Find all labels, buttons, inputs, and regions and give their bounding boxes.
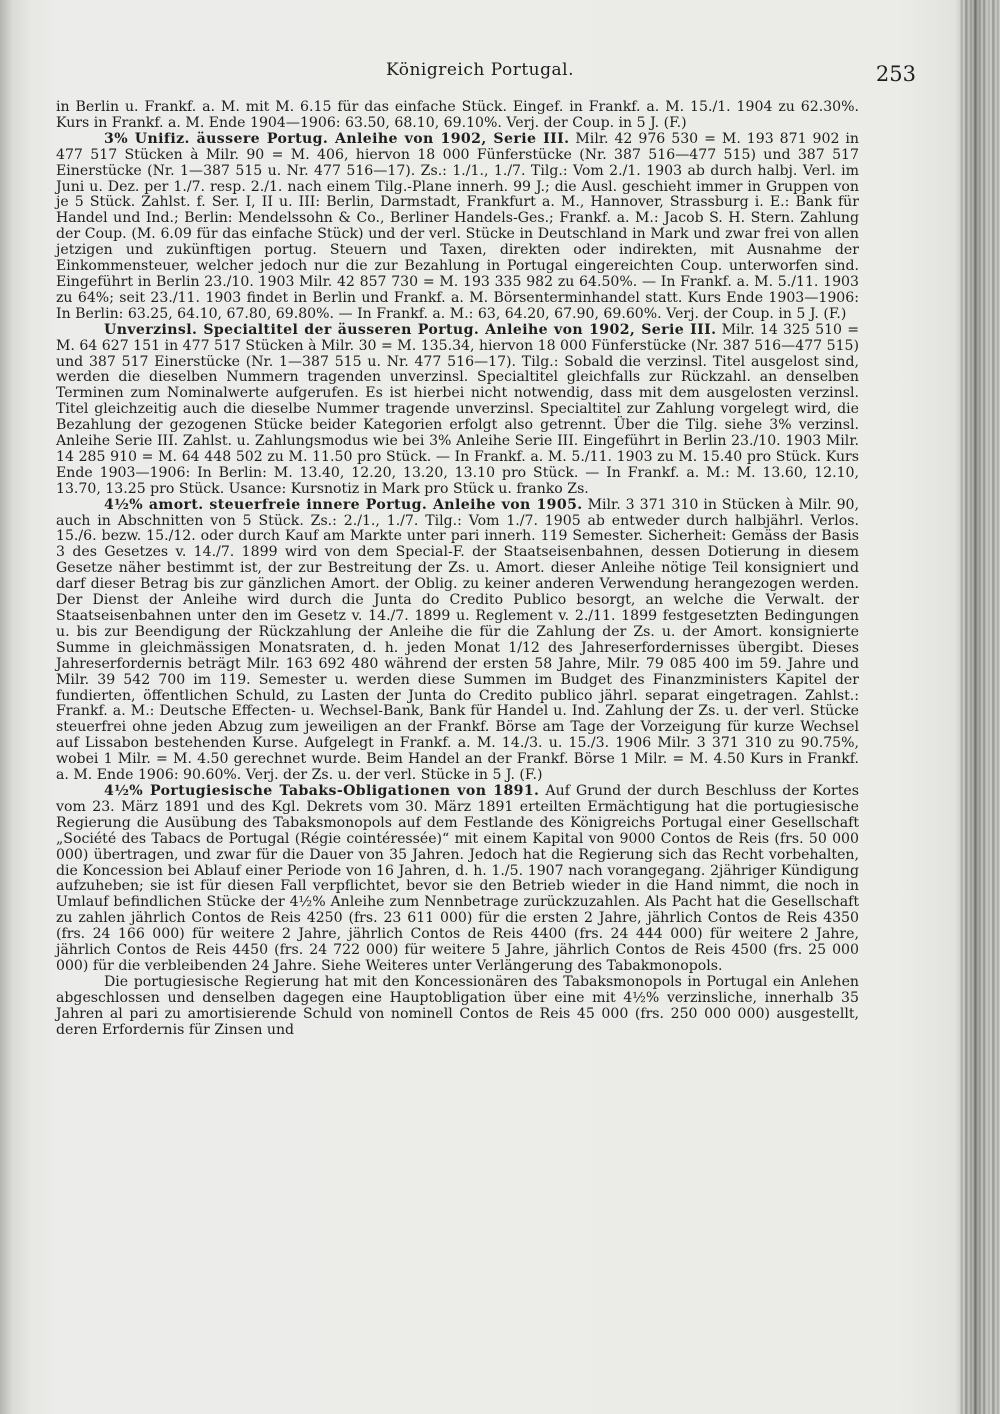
paragraph-tabaks-obligationen-1891 <box>56 784 859 975</box>
paragraph-hauptobligation <box>56 975 859 1039</box>
paragraph-heading: 3% Unifiz. äussere Portug. Anleihe von 1902, Serie III. <box>104 130 570 147</box>
book-spine-edge <box>960 0 1000 1414</box>
paragraph-continuation <box>56 100 859 132</box>
paragraph-text: Auf Grund der durch Beschluss der Kortes vom 23. März 1891 und des Kgl. Dekrets vom 30. März 1891 erteilten Ermächtigung hat die portugiesische Regierung die Ausübung des Tabaksmonopols auf dem Festlande des Königreichs Portugal einer Gesellschaft „Société des Tabacs de Portugal (Régie cointéressée)“ mit einem Kapital von 9000 Contos de Reis (frs. 50 000 000) übertragen, und zwar für die Dauer von 35 Jahren. Jedoch hat die Regierung sich das Recht vorbehalten, die Koncession bei Ablauf einer Periode von 16 Jahren, d. h. 1./5. 1907 nach vorangegang. 2jähriger Kündigung aufzuheben; sie ist für diesen Fall verpflichtet, bevor sie den Betrieb wieder in die Hand nimmt, die noch in Umlauf befindlichen Stücke der 4½% Anleihe zum Nennbetrage zurückzuzahlen. Als Pacht hat die Gesellschaft zu zahlen jährlich Contos de Reis 4250 (frs. 23 611 000) für die ersten 2 Jahre, jährlich Contos de Reis 4350 (frs. 24 166 000) für weitere 2 Jahre, jährlich Contos de Reis 4400 (frs. 24 444 000) für weitere 2 Jahre, jährlich Contos de Reis 4450 (frs. 24 722 000) für weitere 5 Jahre, jährlich Contos de Reis 4500 (frs. 25 000 000) für die verbleibenden 24 Jahre. Siehe Weiteres unter Verlängerung des Tabakmonopols. <box>56 782 860 974</box>
paragraph-text: Milr. 14 325 510 = M. 64 627 151 in 477 517 Stücken à Milr. 30 = M. 135.34, hiervon 18 000 Fünferstücke (Nr. 387 516—477 515) und 387 517 Einerstücke (Nr. 1—387 515 u. Nr. 477 516—17). Tilg.: Sobald die verzinsl. Titel ausgelost sind, werden die dieselben Nummern tragenden unverzinsl. Specialtitel gleichfalls zur Rückzahl. an denselben Terminen zum Nominalwerte aufgerufen. Es ist hierbei nicht notwendig, dass mit dem ausgelosten verzinsl. Titel gleichzeitig auch die dieselbe Nummer tragende unverzinsl. Specialtitel zur Zahlung vorgelegt wird, die Bezahlung der gezogenen Stücke beider Kategorien erfolgt also getrennt. Über die Tilg. siehe 3% verzinsl. Anleihe Serie III. Zahlst. u. Zahlungsmodus wie bei 3% Anleihe Serie III. Eingeführt in Berlin 23./10. 1903 Milr. 14 285 910 = M. 64 448 502 zu M. 11.50 pro Stück. — In Frankf. a. M. 5./11. 1903 zu M. 15.40 pro Stück. Kurs Ende 1903—1906: In Berlin: M. 13.40, 12.20, 13.20, 13.10 pro Stück. — In Frankf. a. M.: M. 13.60, 12.10, 13.70, 13.25 pro Stück. Usance: Kursnotiz in Mark pro Stück u. franko Zs. <box>56 321 860 497</box>
paragraph-text: Milr. 3 371 310 in Stücken à Milr. 90, auch in Abschnitten von 5 Stück. Zs.: 2./1., 1./7. Tilg.: Vom 1./7. 1905 ab entweder durch halbjährl. Verlos. 15./6. bezw. 15./12. oder durch Kauf am Markte unter pari innerh. 119 Semester. Sicherheit: Gemäss der Basis 3 des Gesetzes v. 14./7. 1899 wird von dem Special-F. der Staatseisenbahnen, dessen Dotierung in diesem Gesetze näher bestimmt ist, der zur Bestreitung der Zs. u. Amort. dieser Anleihe nötige Teil konsigniert und darf dieser Betrag bis zur gänzlichen Amort. der Oblig. zu keiner anderen Verwendung herangezogen werden. Der Dienst der Anleihe wird durch die Junta do Credito Publico besorgt, an welche die Verwalt. der Staatseisenbahnen unter den im Gesetz v. 14./7. 1899 u. Reglement v. 2./11. 1899 festgesetzten Bedingungen u. bis zur Beendigung der Rückzahlung der Anleihe die für die Zahlung der Zs. u. der Amort. konsignierte Summe in gleichmässigen Monatsraten, d. h. jeden Monat 1/12 des Jahreserfordernisses übergibt. Dieses Jahreserfordernis beträgt Milr. 163 692 480 während der ersten 58 Jahre, Milr. 79 085 400 im 59. Jahre und Milr. 39 542 700 im 119. Semester u. werden diese Summen im Budget des Finanzministers Kapitel der fundierten, öffentlichen Schuld, zu Lasten der Junta do Credito publico jährl. separat eingetragen. Zahlst.: Frankf. a. M.: Deutsche Effecten- u. Wechsel-Bank, Bank für Handel u. Ind. Zahlung der Zs. u. der verl. Stücke steuerfrei ohne jeden Abzug zum jeweiligen an der Frankf. Börse am Tage der Vorzeigung für kurze Wechsel auf Lissabon bestehenden Kurse. Aufgelegt in Frankf. a. M. 14./3. u. 15./3. 1906 Milr. 3 371 310 zu 90.75%, wobei 1 Milr. = M. 4.50 gerechnet wurde. Beim Handel an der Frankf. Börse 1 Milr. = M. 4.50 Kurs in Frankf. a. M. Ende 1906: 90.60%. Verj. der Zs. u. der verl. Stücke in 5 J. (F.) <box>56 496 859 784</box>
paragraph-heading: Unverzinsl. Specialtitel der äusseren Portug. Anleihe von 1902, Serie III. <box>104 321 717 338</box>
paragraph-unifiz-anleihe-1902 <box>56 132 859 323</box>
page-number: 253 <box>875 62 916 86</box>
paragraph-text: Milr. 42 976 530 = M. 193 871 902 in 477 517 Stücken à Milr. 90 = M. 406, hiervon 18 000 Fünferstücke (Nr. 387 516—477 515) und 387 517 Einerstücke (Nr. 1—387 515 u. Nr. 477 516—17). Zs.: 1./1., 1./7. Tilg.: Vom 2./1. 1903 ab durch halbj. Verl. im Juni u. Dez. per 1./7. resp. 2./1. nach einem Tilg.-Plane innerh. 99 J.; die Ausl. geschieht immer in Gruppen von je 5 Stück. Zahlst. f. Ser. I, II u. III: Berlin, Darmstadt, Frankfurt a. M., Hannover, Strassburg i. E.: Bank für Handel und Ind.; Berlin: Mendelssohn & Co., Berliner Handels-Ges.; Frankf. a. M.: Jacob S. H. Stern. Zahlung der Coup. (M. 6.09 für das einfache Stück) und der verl. Stücke in Deutschland in Mark und zwar frei von allen jetzigen und zukünftigen portug. Steuern und Taxen, direkten oder indirekten, mit Ausnahme der Einkommensteuer, welcher jedoch nur die zur Bezahlung in Portugal eingereichten Coup. unterworfen sind. Eingeführt in Berlin 23./10. 1903 Milr. 42 857 730 = M. 193 335 982 zu 64.50%. — In Frankf. a. M. 5./11. 1903 zu 64%; seit 23./11. 1903 findet in Berlin und Frankf. a. M. Börsenterminhandel statt. Kurs Ende 1903—1906: In Berlin: 63.25, 64.10, 67.80, 69.80%. — In Frankf. a. M.: 63, 64.20, 67.90, 69.60%. Verj. der Coup. in 5 J. (F.) <box>56 130 859 322</box>
paragraph-heading: 4½% amort. steuerfreie innere Portug. Anleihe von 1905. <box>104 496 583 513</box>
page-left-edge-shadow <box>0 0 14 1414</box>
page-body <box>56 100 859 1038</box>
paragraph-specialtitel-1902 <box>56 323 859 498</box>
running-title: Königreich Portugal. <box>386 60 574 80</box>
page-header <box>40 60 920 90</box>
paragraph-innere-anleihe-1905 <box>56 498 859 784</box>
paragraph-text: Die portugiesische Regierung hat mit den Koncessionären des Tabaksmonopols in Portugal ein Anlehen abgeschlossen und denselben dagegen eine Hauptobligation über eine mit 4½% verzinsliche, innerhalb 35 Jahren al pari zu amortisierende Schuld von nominell Contos de Reis 45 000 (frs. 250 000 000) ausgestellt, deren Erfordernis für Zinsen und <box>56 973 859 1038</box>
paragraph-heading: 4½% Portugiesische Tabaks-Obligationen von 1891. <box>104 782 540 799</box>
paragraph-text: in Berlin u. Frankf. a. M. mit M. 6.15 für das einfache Stück. Eingef. in Frankf. a. M. 15./1. 1904 zu 62.30%. Kurs in Frankf. a. M. Ende 1904—1906: 63.50, 68.10, 69.10%. Verj. der Coup. in 5 J. (F.) <box>56 99 859 131</box>
